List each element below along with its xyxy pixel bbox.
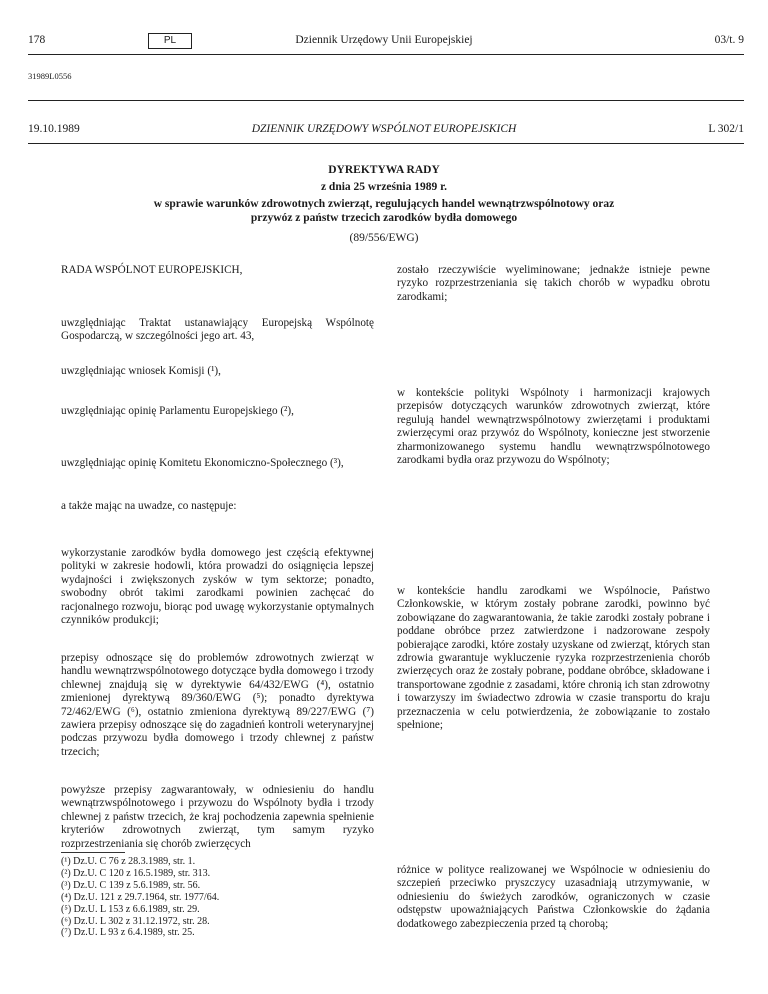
original-header-rule	[28, 143, 744, 144]
footnote-2: (²) Dz.U. C 120 z 16.5.1989, str. 313.	[61, 867, 211, 879]
recital-committee: uwzględniając opinię Komitetu Ekonomiczno-Społecznego (³),	[61, 457, 344, 469]
original-date: 19.10.1989	[28, 123, 80, 135]
footnote-5: (⁵) Dz.U. L 153 z 6.6.1989, str. 29.	[61, 903, 200, 915]
recital-embryo-use: wykorzystanie zarodków bydła domowego jest częścią efektywnej polityki w zakresie hodowli, która prowadzi do osiągnięcia lepszej wydajności i zwiększonych zysków w tym sektorze; ponadto, swobodny obrót takimi zarodkami powinien zachęcać do racjonalnego rozwoju, biorąc pod uwagę wykorzystanie optymalnych czynników produkcji;	[61, 547, 374, 627]
recital-parliament: uwzględniając opinię Parlamentu Europejskiego (²),	[61, 405, 294, 417]
document-subject-line1: w sprawie warunków zdrowotnych zwierząt, regulujących handel wewnątrzwspólnotowy oraz	[153, 198, 615, 210]
footnote-6: (⁶) Dz.U. L 302 z 31.12.1972, str. 28.	[61, 915, 210, 927]
recital-guarantees: powyższe przepisy zagwarantowały, w odniesieniu do handlu wewnątrzwspólnotowego i przywozu do Wspólnoty bydła i trzody chlewnej z państw trzecich, że kraj pochodzenia zapewnia spełnienie kryteriów zdrowotnych zwierząt, tym samym ryzyko rozprzestrzeniania się chorób zwierzęcych	[61, 784, 374, 850]
chapter-number: 03/t. 9	[714, 34, 744, 46]
original-journal: DZIENNIK URZĘDOWY WSPÓLNOT EUROPEJSKICH	[251, 123, 517, 135]
document-date: z dnia 25 września 1989 r.	[320, 181, 448, 193]
code-rule	[28, 100, 744, 101]
footnote-7: (⁷) Dz.U. L 93 z 6.4.1989, str. 25.	[61, 927, 195, 939]
recital-treaty: uwzględniając Traktat ustanawiający Europejską Wspólnotę Gospodarczą, w szczególności jego art. 43,	[61, 317, 374, 343]
recital-harmonization: w kontekście polityki Wspólnoty i harmonizacji krajowych przepisów dotyczących warunków zdrowotnych zwierząt, które regulują handel wewnątrzwspólnotowy zwierzętami i produktami zwierzęcymi oraz przywóz do Wspólnoty, konieczne jest stworzenie zharmonizowanego systemu handlu wewnątrzwspólnotowego zarodkami bydła oraz przywozu do Wspólnoty;	[397, 387, 710, 467]
page-number: 178	[28, 34, 46, 46]
recital-directives: przepisy odnoszące się do problemów zdrowotnych zwierząt w handlu wewnątrzwspólnotowego dotyczące bydła domowego i trzody chlewnej znajdują się w dyrektywie 64/432/EWG (⁴), ostatnio zmienionej dyrektywą 89/360/EWG (⁵); ponadto dyrektywa 72/462/EWG (⁶), ostatnio zmieniona dyrektywą 89/227/EWG (⁷) zawiera przepisy odnoszące się do zagadnień kontroli weterynaryjnej podczas przywozu bydła domowego i trzody chlewnej z państw trzecich;	[61, 652, 374, 758]
preamble-council: RADA WSPÓLNOT EUROPEJSKICH,	[61, 264, 243, 276]
recital-vaccination: różnice w polityce realizowanej we Wspólnocie w odniesieniu do szczepień przeciwko pryszczycy uzasadniają utrzymywanie, w odniesieniu do świeżych zarodków, ograniczonych w czasie odstępstw upoważniających Państwa Członkowskie do żądania dodatkowego zabezpieczenia przed tą chorobą;	[397, 864, 710, 930]
recital-embryo-trade: w kontekście handlu zarodkami we Wspólnocie, Państwo Członkowskie, w którym zostały pobrane zarodki, powinno być zobowiązane do zagwarantowania, że takie zarodki zostały pobrane i poddane obróbce przez zatwierdzone i nadzorowane zespoły pobierające zarodki, które zostały uzyskane od zwierząt, których stan zdrowia gwarantuje wykluczenie ryzyka rozprzestrzenienia chorób zwierzęcych oraz że zostały pobrane, poddane obróbce, składowane i transportowane zgodnie z zasadami, które chronią ich stan zdrowotny i towarzyszy im świadectwo zdrowia w czasie transportu do kraju przeznaczenia w celu potwierdzenia, że zobowiązanie to zostało spełnione;	[397, 585, 710, 732]
footnote-3: (³) Dz.U. C 139 z 5.6.1989, str. 56.	[61, 879, 201, 891]
journal-title: Dziennik Urzędowy Unii Europejskiej	[295, 34, 473, 46]
recital-eliminated: zostało rzeczywiście wyeliminowane; jednakże istnieje pewne ryzyko rozprzestrzeniania się takich chorób w wypadku obrotu zarodkami;	[397, 264, 710, 303]
footnote-4: (⁴) Dz.U. 121 z 29.7.1964, str. 1977/64.	[61, 891, 220, 903]
document-subject-line2: przywóz z państw trzecich zarodków bydła domowego	[250, 212, 518, 224]
recital-whereas: a także mając na uwadze, co następuje:	[61, 500, 237, 512]
document-number: (89/556/EWG)	[349, 232, 419, 244]
footnote-1: (¹) Dz.U. C 76 z 28.3.1989, str. 1.	[61, 856, 196, 867]
header-rule	[28, 54, 744, 55]
footnotes	[61, 856, 219, 939]
footnote-rule	[61, 852, 125, 853]
recital-commission: uwzględniając wniosek Komisji (¹),	[61, 365, 221, 377]
document-code: 31989L0556	[28, 71, 72, 81]
original-reference: L 302/1	[708, 123, 744, 135]
document-title: DYREKTYWA RADY	[328, 164, 440, 176]
language-badge: PL	[148, 33, 192, 49]
